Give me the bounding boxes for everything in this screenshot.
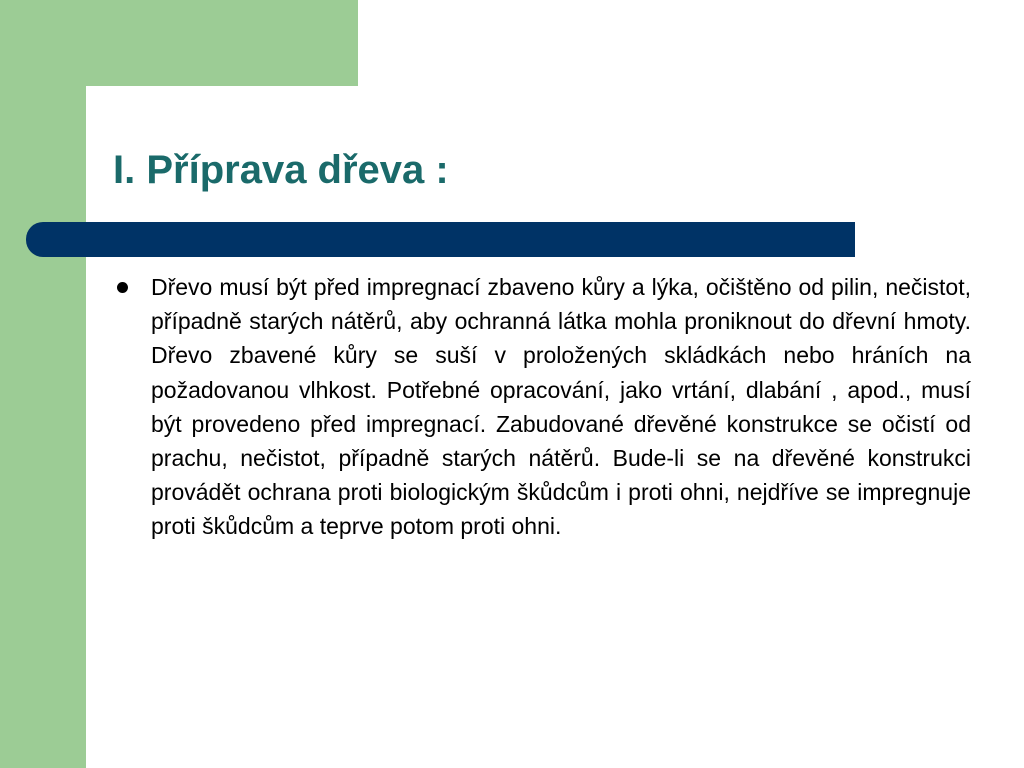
title-underline-bar xyxy=(26,222,855,257)
slide-title: I. Příprava dřeva : xyxy=(113,148,449,192)
green-side-band xyxy=(0,0,86,768)
bullet-icon xyxy=(117,282,128,293)
bullet-paragraph: Dřevo musí být před impregnací zbaveno kůry a lýka, očištěno od pilin, nečistot, případně starých nátěrů, aby ochranná látka mohla proniknout do dřevní hmoty. Dřevo zbavené kůry se suší v proložených skládkách nebo hráních na požadovanou vlhkost. Potřebné opracování, jako vrtání, dlabání , apod., musí být provedeno před impregnací. Zabudované dřevěné konstrukce se očistí od prachu, nečistot, případně starých nátěrů. Bude-li se na dřevěné konstrukci provádět ochrana proti biologickým škůdcům i proti ohni, nejdříve se impregnuje proti škůdcům a teprve potom proti ohni. xyxy=(151,274,971,540)
